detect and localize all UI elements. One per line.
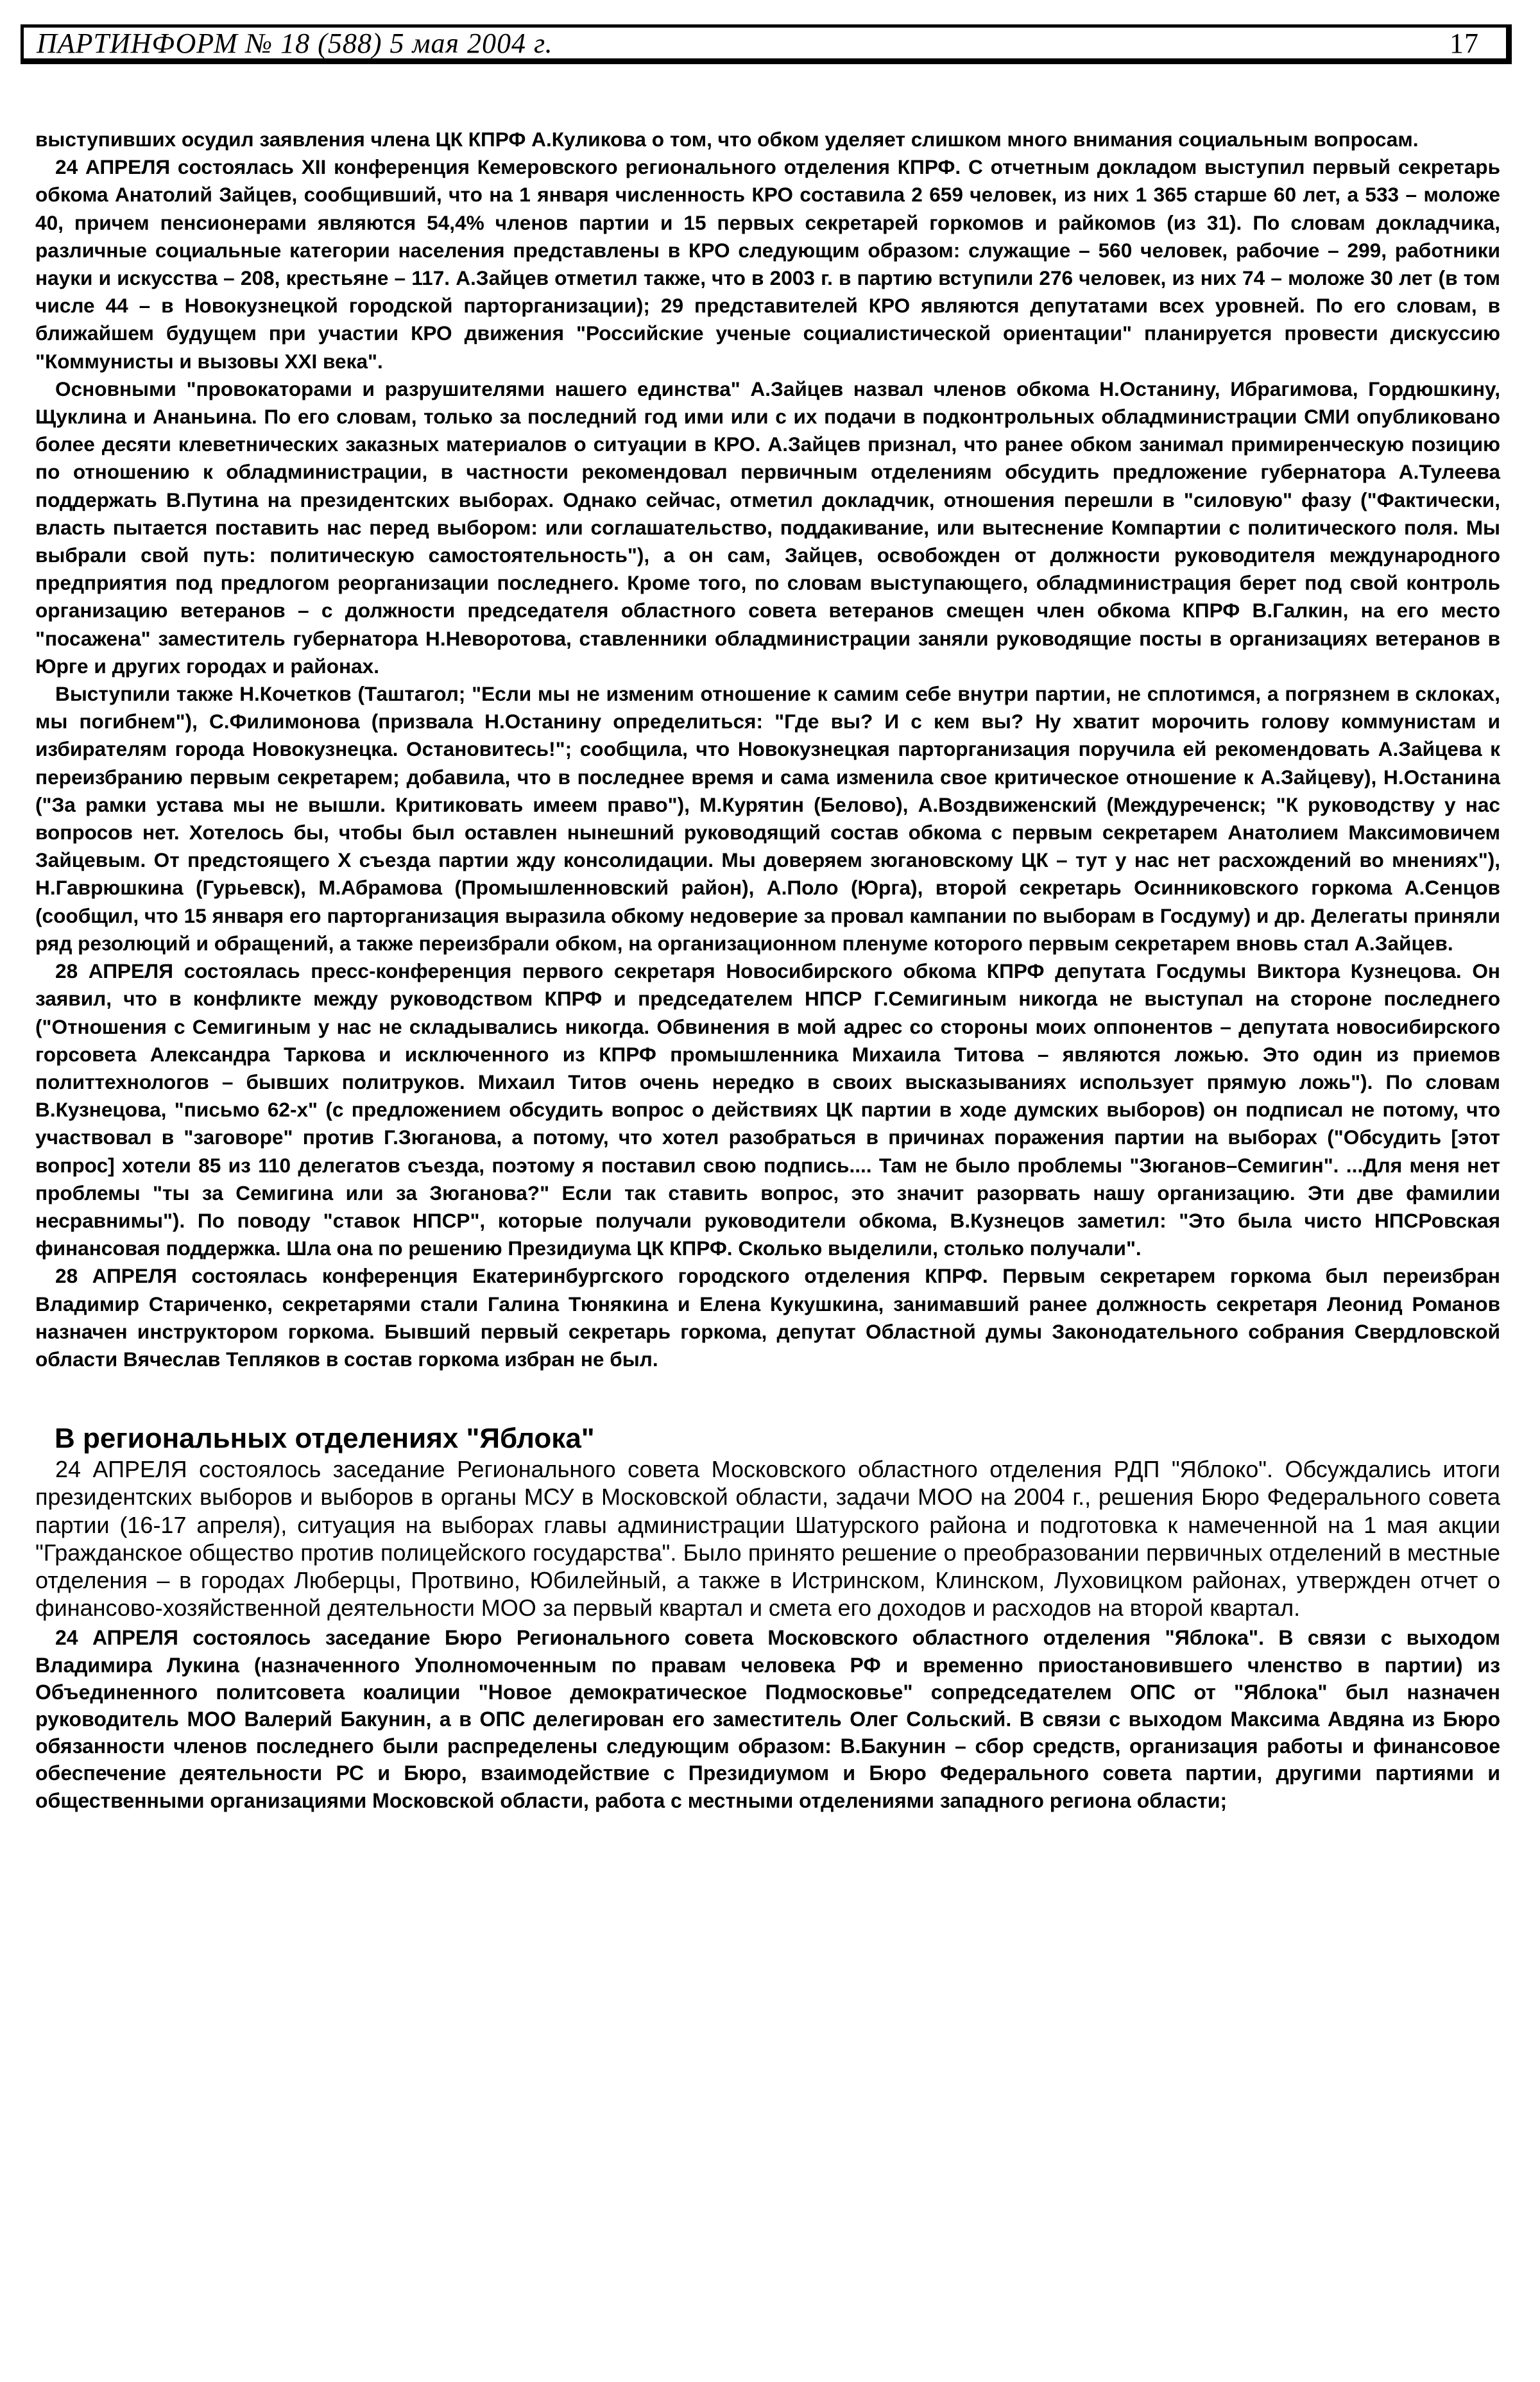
paragraph-ekaterinburg-conference: 28 АПРЕЛЯ состоялась конференция Екатеринбургского городского отделения КПРФ. Первым секретарем горкома был переизбран Владимир Стариченко, секретарями стали Галина Тюнякина и Елена Кукушкина, занимавший ранее должность секретаря Леонид Романов назначен инструктором горкома. Бывший первый секретарь горкома, депутат Областной думы Законодательного собрания Свердловской области Вячеслав Тепляков в состав горкома избран не был. <box>35 1264 1500 1371</box>
page-number: 17 <box>1450 27 1479 59</box>
section-heading-yabloko: В региональных отделениях "Яблока" <box>55 1423 595 1455</box>
paragraph-continuation: выступивших осудил заявления члена ЦК КПРФ А.Куликова о том, что обком уделяет слишком много внимания социальным вопросам. <box>35 128 1419 151</box>
paragraph-speakers: Выступили также Н.Кочетков (Таштагол; "Если мы не изменим отношение к самим себе внутри партии, не сплотимся, а погрязнем в склоках, мы погибнем"), С.Филимонова (призвала Н.Останину определиться: "Где вы? И с кем вы? Ну хватит морочить голову коммунистам и избирателям города Новокузнецка. Остановитесь!"; сообщила, что Новокузнецкая парторганизация поручила ей рекомендовать А.Зайцева к переизбранию первым секретарем; добавила, что в последнее время и сама изменила свое критическое отношение к А.Зайцеву), Н.Останина ("За рамки устава мы не вышли. Критиковать имеем право"), М.Курятин (Белово), А.Воздвиженский (Междуреченск; "К руководству у нас вопросов нет. Хотелось бы, чтобы был оставлен нынешний руководящий состав обкома с первым секретарем Анатолием Максимовичем Зайцевым. От предстоящего X съезда партии жду консолидации. Мы доверяем зюгановскому ЦК – тут у нас нет расхождений во мнениях"), Н.Гаврюшкина (Гурьевск), М.Абрамова (Промышленновский район), А.Поло (Юрга), второй секретарь Осинниковского горкома А.Сенцов (сообщил, что 15 января его парторганизация выразила обкому недоверие за провал кампании по выборам в Госдуму) и др. Делегаты приняли ряд резолюций и обращений, а также переизбрали обком, на организационном пленуме которого первым секретарем вновь стал А.Зайцев. <box>35 682 1500 955</box>
page-header <box>21 24 1512 64</box>
paragraph-yabloko-council: 24 АПРЕЛЯ состоялось заседание Регионального совета Московского областного отделения РДП "Яблоко". Обсуждались итоги президентских выборов и выборов в органы МСУ в Московской области, задачи МОО на 2004 г., решения Бюро Федерального совета партии (16-17 апреля), ситуация на выборах главы администрации Шатурского района и подготовка к намеченной на 1 мая акции "Гражданское общество против полицейского государства". Было принято решение о преобразовании первичных отделений в местные отделения – в городах Люберцы, Протвино, Юбилейный, а также в Истринском, Клинском, Луховицком районах, утвержден отчет о финансово-хозяйственной деятельности МОО за первый квартал и смета его доходов и расходов на второй квартал. <box>35 1456 1500 1622</box>
paragraph-provocateurs: Основными "провокаторами и разрушителями нашего единства" А.Зайцев назвал членов обкома Н.Останину, Ибрагимова, Гордюшкину, Щуклина и Ананьина. По его словам, только за последний год ими или с их подачи в подконтрольных обладминистрации СМИ опубликовано более десяти клеветнических заказных материалов о ситуации в КРО. А.Зайцев признал, что ранее обком занимал примиренческую позицию по отношению к обладминистрации, в частности рекомендовал первичным отделениям обсудить предложение губернатора А.Тулеева поддержать В.Путина на президентских выборах. Однако сейчас, отметил докладчик, отношения перешли в "силовую" фазу ("Фактически, власть пытается поставить нас перед выбором: или соглашательство, поддакивание, или вытеснение Компартии с политического поля. Мы выбрали свой путь: политическую самостоятельность"), а он сам, Зайцев, освобожден от должности руководителя международного предприятия под предлогом реорганизации последнего. Кроме того, по словам выступающего, обладминистрация берет под свой контроль организацию ветеранов – с должности председателя областного совета ветеранов смещен член обкома КПРФ В.Галкин, на его место "посажена" заместитель губернатора Н.Неворотова, ставленники обладминистрации заняли руководящие посты в организациях ветеранов в Юрге и других городах и районах. <box>35 377 1500 678</box>
paragraph-yabloko-bureau: 24 АПРЕЛЯ состоялось заседание Бюро Регионального совета Московского областного отделения "Яблока". В связи с выходом Владимира Лукина (назначенного Уполномоченным по правам человека РФ и временно приостановившего членство в партии) из Объединенного политсовета коалиции "Новое демократическое Подмосковье" сопредседателем ОПС от "Яблока" был назначен руководитель МОО Валерий Бакунин, а в ОПС делегирован его заместитель Олег Сольский. В связи с выходом Максима Авдяна из Бюро обязанности членов последнего были распределены следующим образом: В.Бакунин – сбор средств, организация работы и финансовое обеспечение деятельности РС и Бюро, взаимодействие с Президиумом и Бюро Федерального совета партии, другими партиями и общественными организациями Московской области, работа с местными отделениями западного региона области; <box>35 1626 1500 1812</box>
newspaper-title: ПАРТИНФОРМ № 18 (588) 5 мая 2004 г. <box>37 27 553 59</box>
paragraph-novosibirsk-press: 28 АПРЕЛЯ состоялась пресс-конференция первого секретаря Новосибирского обкома КПРФ депутата Госдумы Виктора Кузнецова. Он заявил, что в конфликте между руководством КПРФ и председателем НПСР Г.Семигиным никогда не выступал на стороне последнего ("Отношения с Семигиным у нас не складывались никогда. Обвинения в мой адрес со стороны моих оппонентов – депутата новосибирского горсовета Александра Таркова и исключенного из КПРФ промышленника Михаила Титова – являются ложью. Это один из приемов политтехнологов – бывших политруков. Михаил Титов очень нередко в своих высказываниях использует прямую ложь"). По словам В.Кузнецова, "письмо 62-х" (с предложением обсудить вопрос о действиях ЦК партии в ходе думских выборов) он подписал не потому, что участвовал в "заговоре" против Г.Зюганова, а потому, что хотел разобраться в причинах поражения партии на выборах ("Обсудить [этот вопрос] хотели 85 из 110 делегатов съезда, поэтому я поставил свою подпись.... Там не было проблемы "Зюганов–Семигин". ...Для меня нет проблемы "ты за Семигина или за Зюганова?" Если так ставить вопрос, это значит разорвать нашу организацию. Эти две фамилии несравнимы"). По поводу "ставок НПСР", которые получали руководители обкома, В.Кузнецов заметил: "Это была чисто НПСРовская финансовая поддержка. Шла она по решению Президиума ЦК КПРФ. Сколько выделили, столько получали". <box>35 959 1500 1260</box>
paragraph-kemerovo-conference: 24 АПРЕЛЯ состоялась XII конференция Кемеровского регионального отделения КПРФ. С отчетным докладом выступил первый секретарь обкома Анатолий Зайцев, сообщивший, что на 1 января численность КРО составила 2 659 человек, из них 1 365 старше 60 лет, а 533 – моложе 40, причем пенсионерами являются 54,4% членов партии и 15 первых секретарей горкомов и райкомов (из 31). По словам докладчика, различные социальные категории населения представлены в КРО следующим образом: служащие – 560 человек, рабочие – 299, работники науки и искусства – 208, крестьяне – 117. А.Зайцев отметил также, что в 2003 г. в партию вступили 276 человек, из них 74 – моложе 30 лет (в том числе 44 – в Новокузнецкой городской парторганизации); 29 представителей КРО являются депутатами всех уровней. По его словам, в ближайшем будущем при участии КРО движения "Российские ученые социалистической ориентации" планируется провести дискуссию "Коммунисты и вызовы XXI века". <box>35 155 1500 373</box>
article-body <box>35 126 1500 1814</box>
